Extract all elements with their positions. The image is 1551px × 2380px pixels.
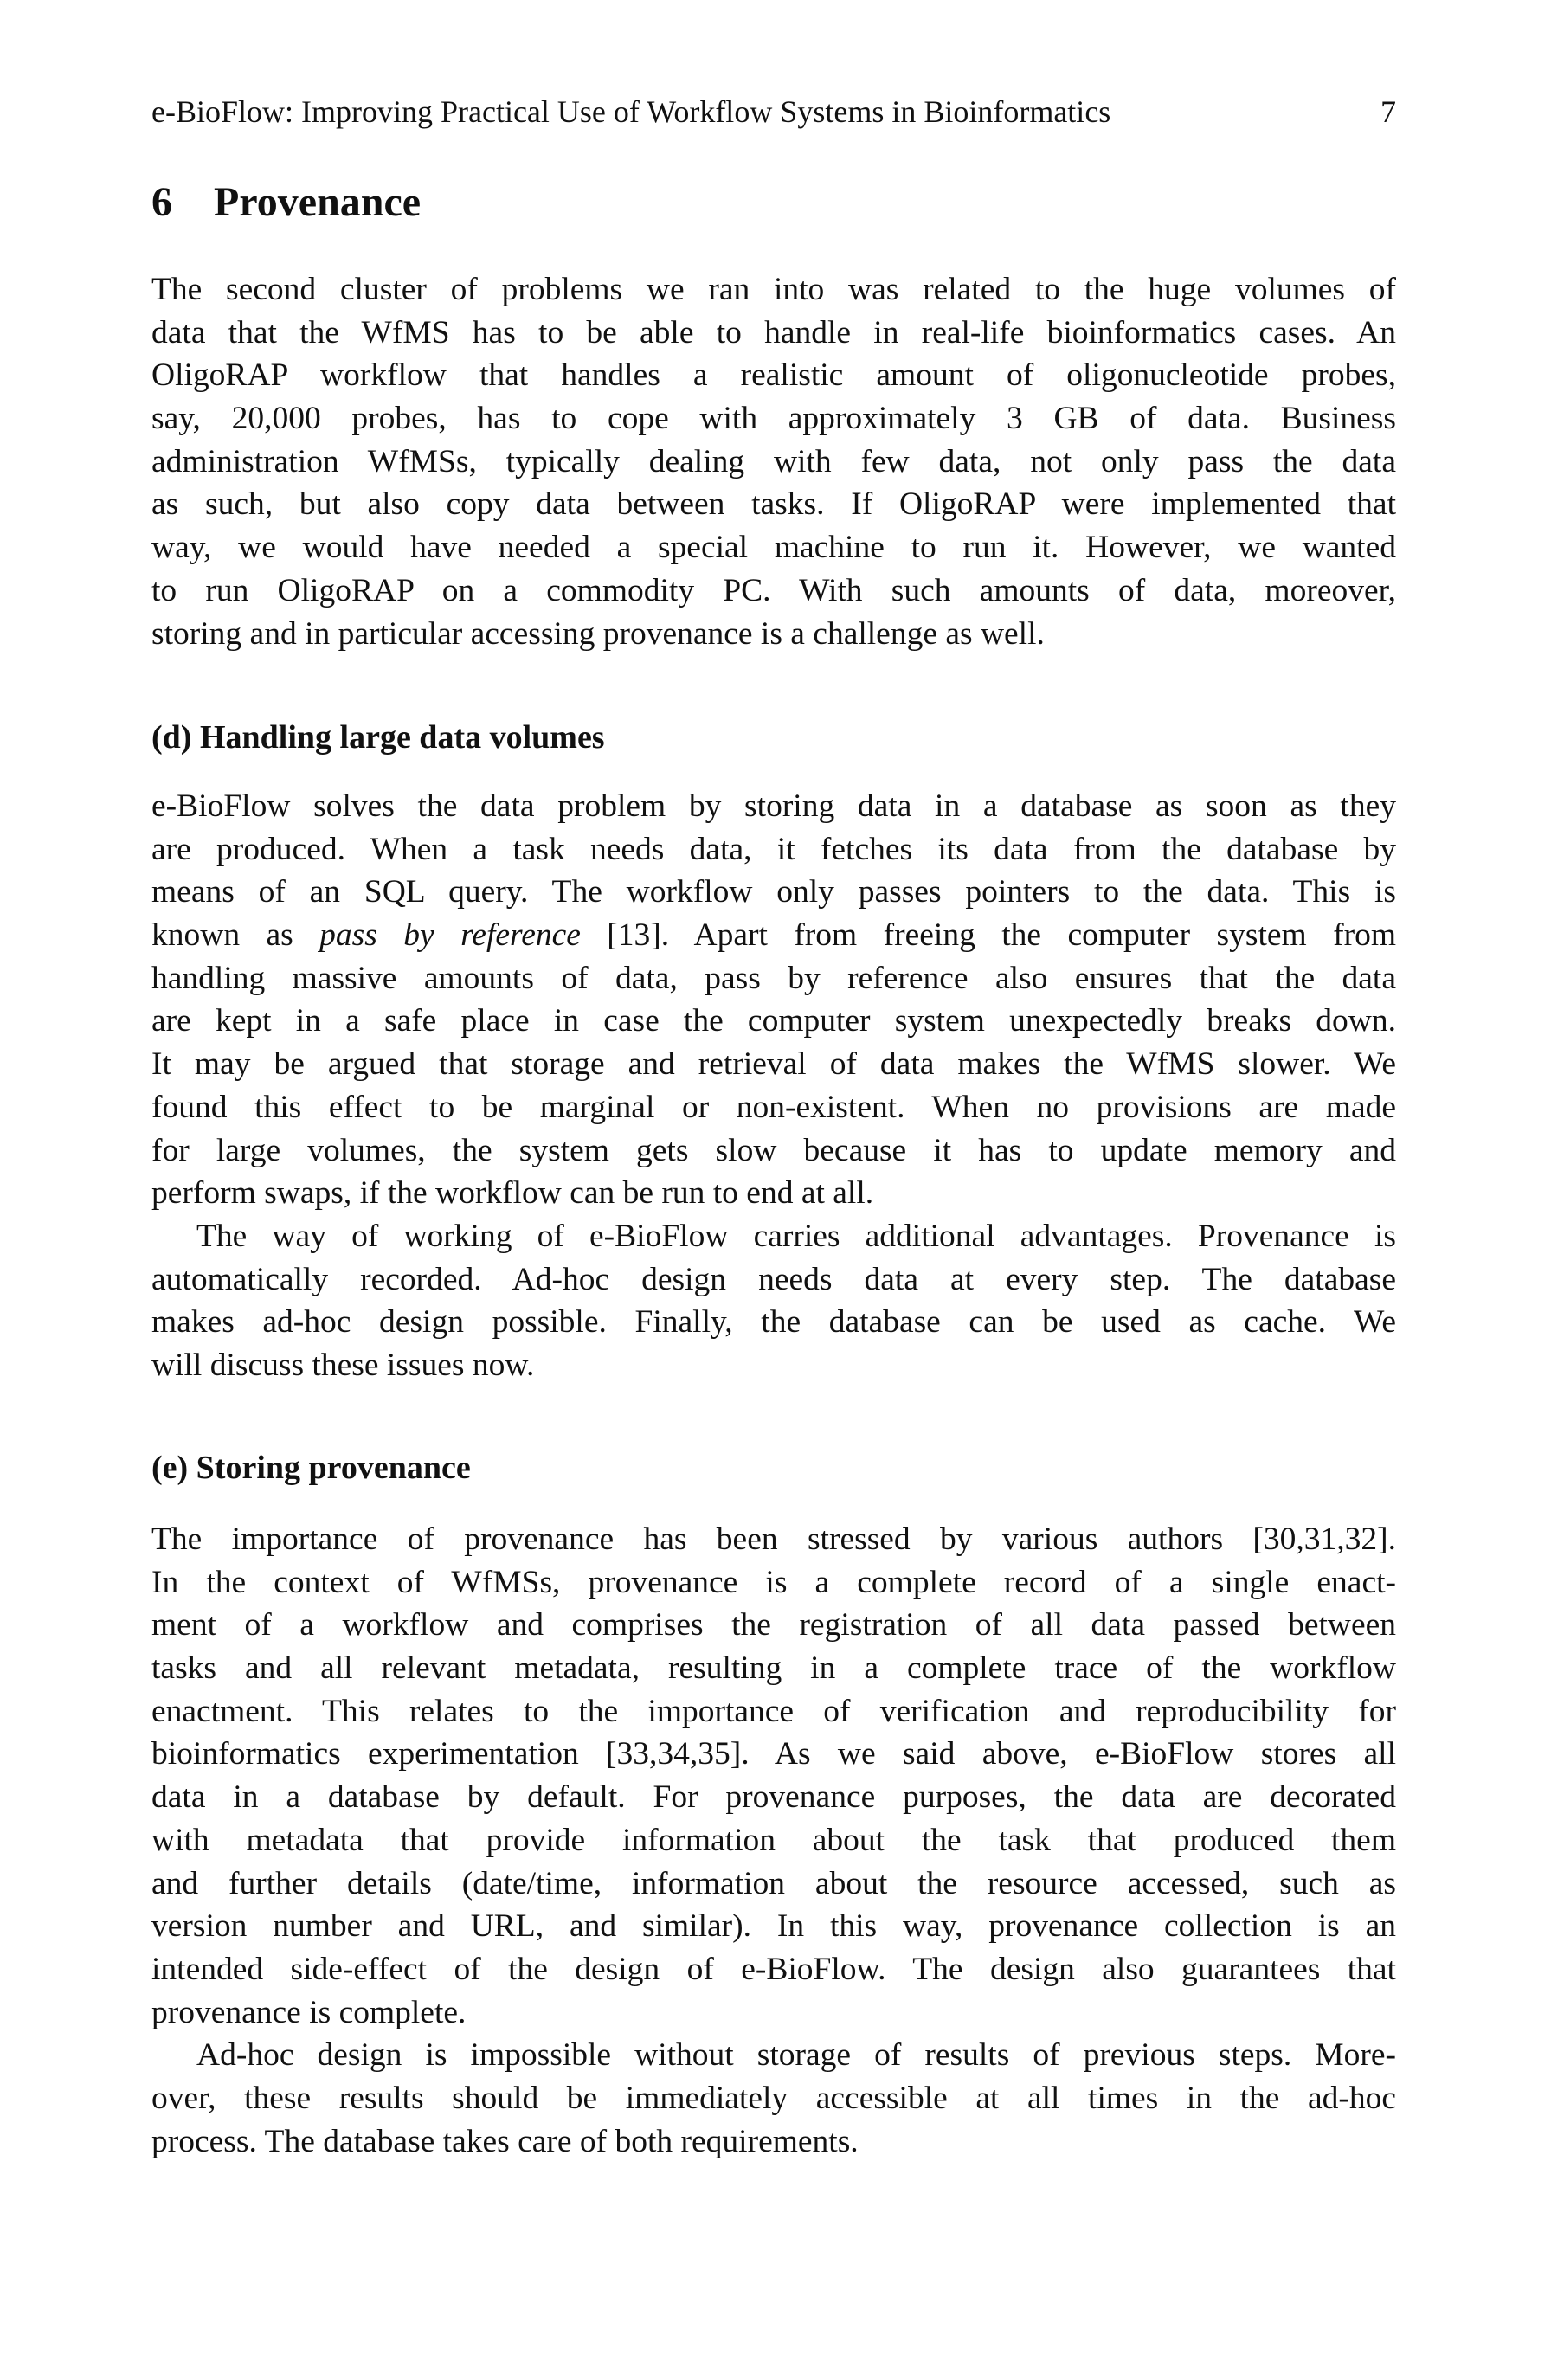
text-line: data that the WfMS has to be able to handle in real-life bioinformatics cases. An	[151, 314, 1396, 351]
text-line: are kept in a safe place in case the computer system unexpectedly breaks down.	[151, 1003, 1396, 1039]
subsection-e-heading: (e) Storing provenance	[151, 1450, 471, 1486]
text-line: to run OligoRAP on a commodity PC. With such amounts of data, moreover,	[151, 572, 1396, 608]
text-line: version number and URL, and similar). In this way, provenance collection is an	[151, 1908, 1396, 1945]
paragraph	[151, 785, 1396, 1215]
text-line: e-BioFlow solves the data problem by storing data in a database as soon as they	[151, 788, 1396, 824]
text-line	[151, 914, 1396, 957]
text-line: In the context of WfMSs, provenance is a complete record of a single enact-	[151, 1564, 1396, 1600]
text-line: say, 20,000 probes, has to cope with approximately 3 GB of data. Business	[151, 401, 1396, 437]
paragraph	[151, 268, 1396, 655]
text-line: automatically recorded. Ad-hoc design needs data at every step. The database	[151, 1261, 1396, 1297]
section-number: 6	[151, 179, 172, 225]
section-heading	[151, 178, 1396, 226]
paragraph	[151, 1215, 1396, 1387]
text-line: found this effect to be marginal or non-existent. When no provisions are made	[151, 1089, 1396, 1125]
text-span: known as	[151, 917, 320, 954]
text-line: process. The database takes care of both requirements.	[151, 2123, 859, 2159]
text-line: way, we would have needed a special machine to run it. However, we wanted	[151, 530, 1396, 566]
text-line: data in a database by default. For provenance purposes, the data are decorated	[151, 1779, 1396, 1816]
paragraph	[151, 1518, 1396, 2034]
text-line: tasks and all relevant metadata, resulting in a complete trace of the workflow	[151, 1650, 1396, 1687]
text-line: OligoRAP workflow that handles a realistic amount of oligonucleotide probes,	[151, 357, 1396, 394]
page-number: 7	[1380, 94, 1396, 129]
text-line: ment of a workflow and comprises the registration of all data passed between	[151, 1607, 1396, 1643]
running-title: e-BioFlow: Improving Practical Use of Workflow Systems in Bioinformatics	[151, 94, 1111, 129]
text-line: makes ad-hoc design possible. Finally, the database can be used as cache. We	[151, 1304, 1396, 1341]
text-line: as such, but also copy data between tasks. If OligoRAP were implemented that	[151, 486, 1396, 523]
subsection-d-body	[151, 785, 1396, 1387]
text-line: storing and in particular accessing provenance is a challenge as well.	[151, 615, 1045, 652]
text-span: [13]. Apart from freeing the computer system from	[580, 917, 1396, 954]
text-line: handling massive amounts of data, pass by reference also ensures that the data	[151, 960, 1396, 996]
text-line: provenance is complete.	[151, 1994, 467, 2030]
intro-body	[151, 268, 1396, 655]
text-line: perform swaps, if the workflow can be run to end at all.	[151, 1175, 874, 1212]
emphasized-term: pass by reference	[319, 917, 581, 954]
text-line: will discuss these issues now.	[151, 1347, 535, 1383]
subsection-d-heading: (d) Handling large data volumes	[151, 719, 605, 756]
text-line: intended side-effect of the design of e-BioFlow. The design also guarantees that	[151, 1951, 1396, 1987]
text-line: The importance of provenance has been stressed by various authors [30,31,32].	[151, 1521, 1396, 1557]
section-title: Provenance	[214, 179, 422, 225]
text-line: Ad-hoc design is impossible without storage of results of previous steps. More-	[196, 2037, 1396, 2074]
text-line: means of an SQL query. The workflow only passes pointers to the data. This is	[151, 874, 1396, 910]
text-line: over, these results should be immediately accessible at all times in the ad-hoc	[151, 2080, 1396, 2116]
text-line: for large volumes, the system gets slow because it has to update memory and	[151, 1132, 1396, 1168]
text-line: with metadata that provide information about the task that produced them	[151, 1822, 1396, 1858]
text-line: are produced. When a task needs data, it fetches its data from the database by	[151, 831, 1396, 867]
text-line: bioinformatics experimentation [33,34,35]. As we said above, e-BioFlow stores all	[151, 1736, 1396, 1772]
paragraph	[151, 2034, 1396, 2163]
text-line: enactment. This relates to the importance of verification and reproducibility for	[151, 1693, 1396, 1729]
running-header	[151, 93, 1396, 137]
text-line: The second cluster of problems we ran into was related to the huge volumes of	[151, 272, 1396, 307]
text-line: The way of working of e-BioFlow carries additional advantages. Provenance is	[196, 1218, 1396, 1254]
text-line: It may be argued that storage and retrieval of data makes the WfMS slower. We	[151, 1046, 1396, 1083]
text-line: administration WfMSs, typically dealing with few data, not only pass the data	[151, 443, 1396, 479]
text-line: and further details (date/time, information about the resource accessed, such as	[151, 1865, 1396, 1901]
subsection-e-body	[151, 1518, 1396, 2163]
